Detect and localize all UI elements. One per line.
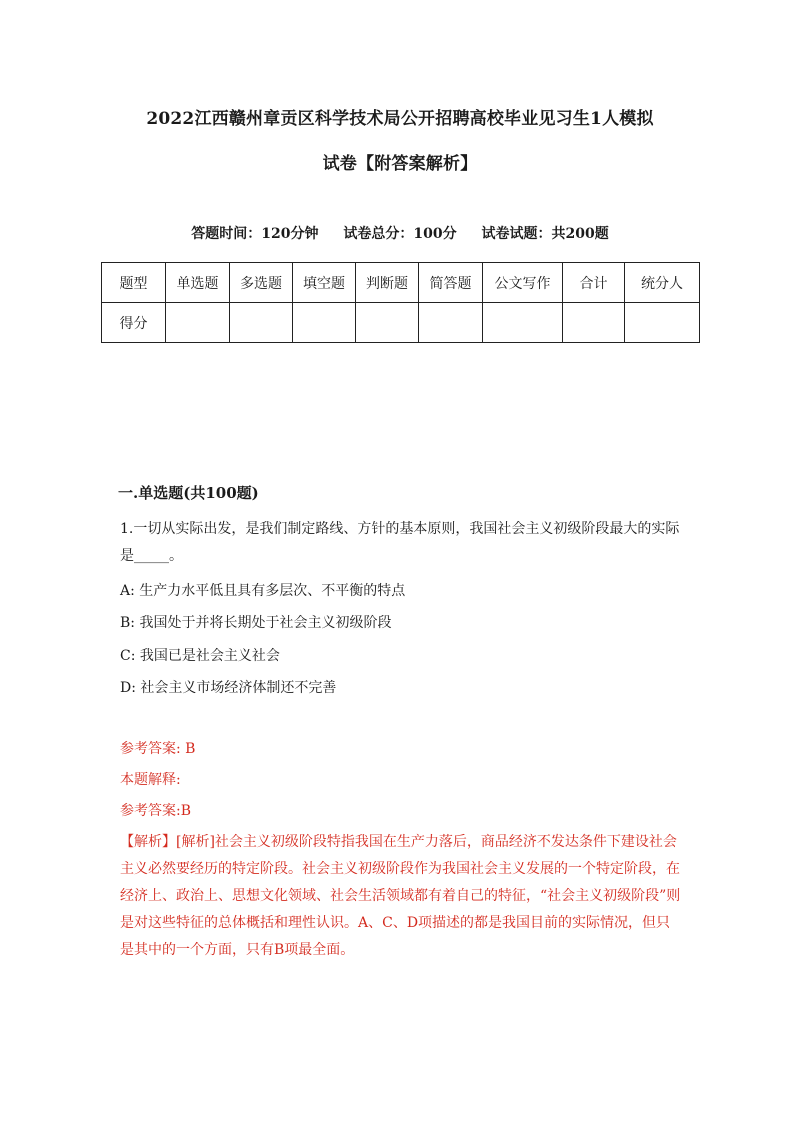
score-table-row: [102, 303, 700, 343]
table-header-cell: 合计: [563, 263, 625, 303]
score-table: [101, 262, 700, 343]
score-table-header-row: [102, 263, 700, 303]
score-row-label: 得分: [102, 303, 166, 343]
table-header-cell: 统分人: [625, 263, 700, 303]
document-title-line-1: 2022江西赣州章贡区科学技术局公开招聘高校毕业见习生1人模拟: [146, 109, 654, 129]
table-header-cell: 多选题: [230, 263, 293, 303]
analysis-text: 【解析】[解析]社会主义初级阶段特指我国在生产力落后，商品经济不发达条件下建设社会主义必然要经历的特定阶段。社会主义初级阶段作为我国社会主义发展的一个特定阶段，在经济上、政治上、思想文化领域、社会生活领域都有着自己的特征，“社会主义初级阶段”则是对这些特征的总体概括和理性认识。A、C、D项描述的都是我国目前的实际情况，但只是其中的一个方面，只有B项最全面。: [120, 834, 681, 958]
question-text: 1.一切从实际出发，是我们制定路线、方针的基本原则，我国社会主义初级阶段最大的实际是_____。: [120, 521, 680, 564]
score-cell: [419, 303, 483, 343]
score-cell: [483, 303, 563, 343]
table-header-cell: 题型: [102, 263, 166, 303]
option-b: B: 我国处于并将长期处于社会主义初级阶段: [120, 615, 392, 631]
reference-answer: 参考答案: B: [120, 741, 196, 757]
exam-meta: [100, 223, 700, 243]
table-header-cell: 判断题: [356, 263, 419, 303]
score-cell: [230, 303, 293, 343]
exam-question-count: 试卷试题：共200题: [481, 226, 609, 242]
reference-answer-2: 参考答案:B: [120, 803, 192, 819]
section-title: 一.单选题(共100题): [118, 484, 259, 502]
option-a: A: 生产力水平低且具有多层次、不平衡的特点: [120, 583, 406, 599]
score-cell: [563, 303, 625, 343]
explanation-label: 本题解释:: [120, 772, 181, 788]
score-cell: [293, 303, 356, 343]
exam-total-score: 试卷总分：100分: [343, 226, 457, 242]
score-cell: [356, 303, 419, 343]
table-header-cell: 公文写作: [483, 263, 563, 303]
exam-time: 答题时间：120分钟: [191, 226, 319, 242]
document-title-line-2: 试卷【附答案解析】: [322, 154, 478, 174]
score-cell: [625, 303, 700, 343]
option-c: C: 我国已是社会主义社会: [120, 648, 280, 664]
score-cell: [166, 303, 230, 343]
option-d: D: 社会主义市场经济体制还不完善: [120, 680, 337, 696]
table-header-cell: 简答题: [419, 263, 483, 303]
table-header-cell: 单选题: [166, 263, 230, 303]
table-header-cell: 填空题: [293, 263, 356, 303]
